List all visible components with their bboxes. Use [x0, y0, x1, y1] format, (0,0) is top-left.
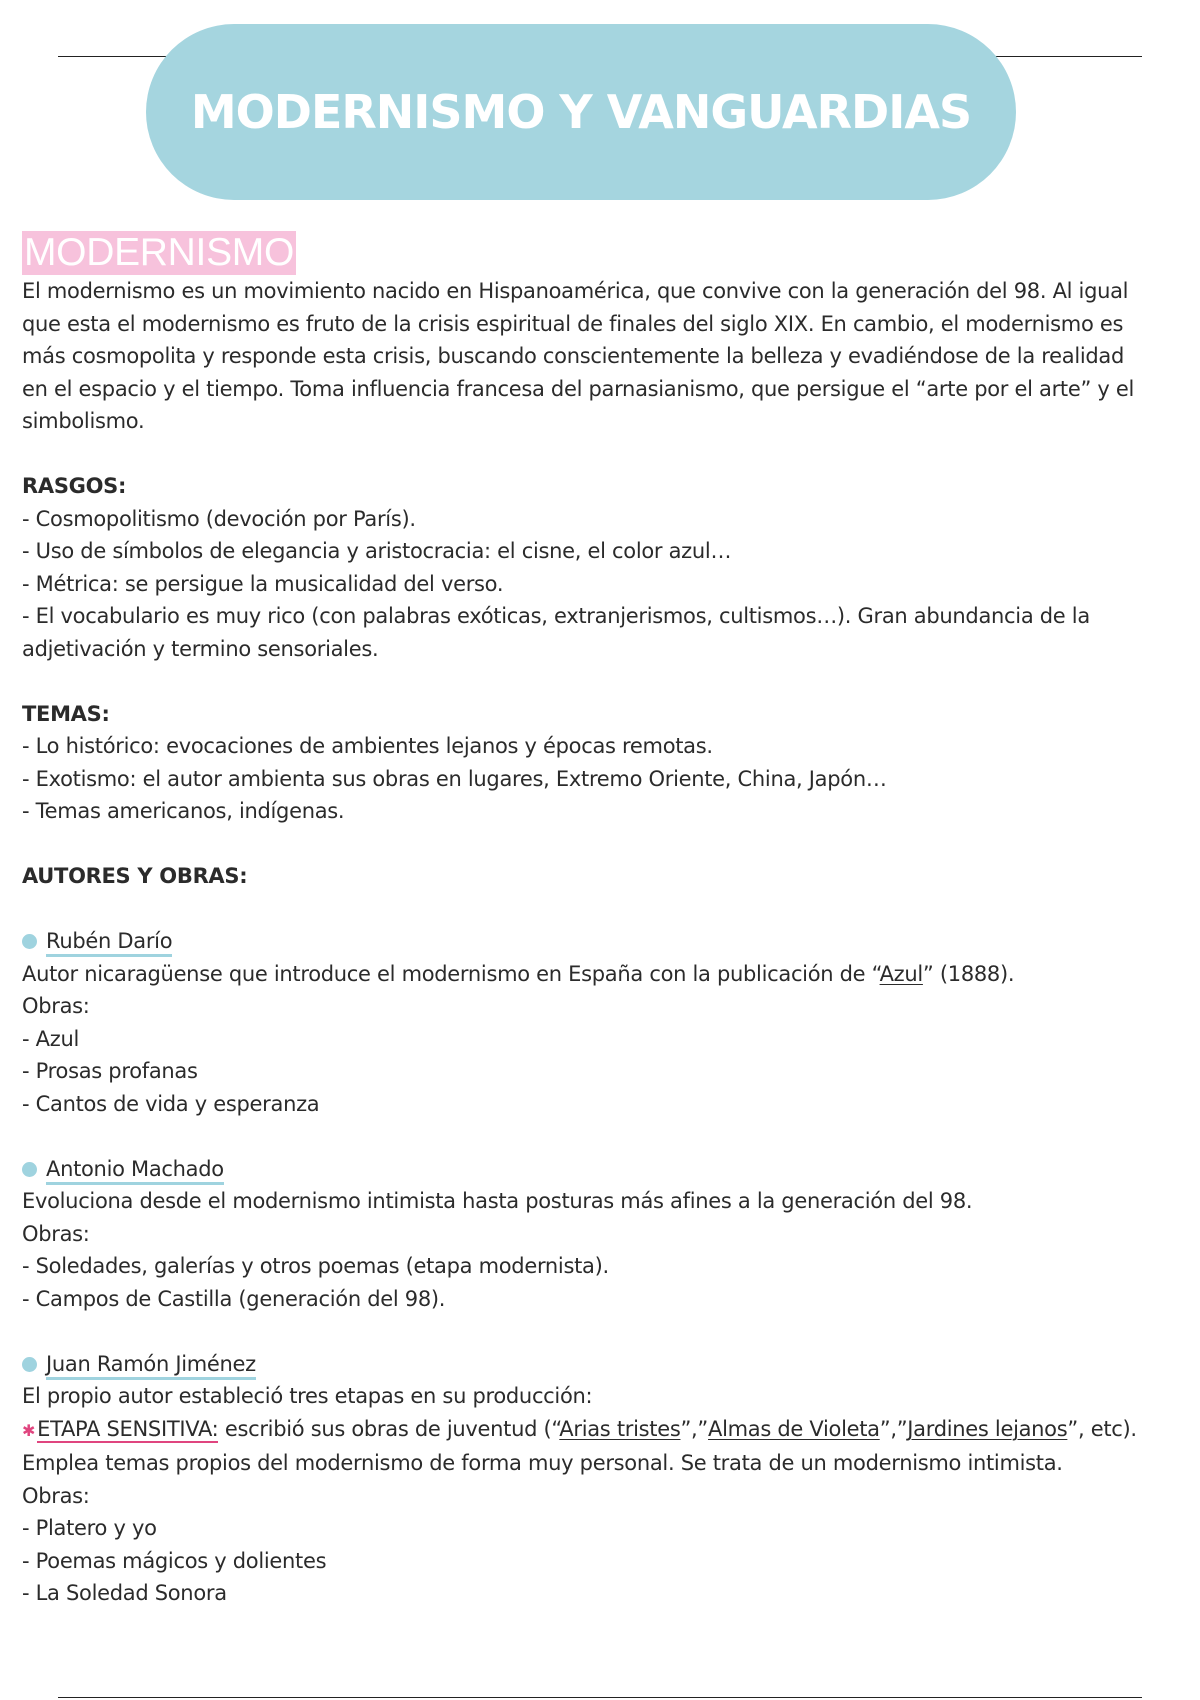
etapa-label: ETAPA SENSITIVA:: [37, 1416, 219, 1441]
author-machado: [22, 1153, 1142, 1186]
work-item: - Campos de Castilla (generación del 98).: [22, 1286, 446, 1311]
work-title: Jardines lejanos: [907, 1416, 1068, 1441]
page-title: MODERNISMO Y VANGUARDIAS: [190, 85, 972, 139]
author-description: Autor nicaragüense que introduce el modernismo en España con la publicación de “Azul” (1888).: [22, 961, 1015, 986]
temas-heading: TEMAS:: [22, 701, 110, 726]
work-title: Azul: [879, 961, 923, 986]
work-item: - Platero y yo: [22, 1516, 157, 1540]
author-name: Juan Ramón Jiménez: [46, 1352, 256, 1380]
work-item: - La Soledad Sonora: [22, 1581, 227, 1605]
obras-label: Obras:: [22, 1221, 90, 1246]
author-name: Antonio Machado: [46, 1157, 224, 1185]
work-item: - Cantos de vida y esperanza: [22, 1091, 320, 1116]
autores-heading: AUTORES Y OBRAS:: [22, 864, 248, 888]
work-item: - Soledades, galerías y otros poemas (etapa modernista).: [22, 1254, 609, 1278]
temas-item: - Exotismo: el autor ambienta sus obras en lugares, Extremo Oriente, China, Japón…: [22, 766, 887, 791]
work-title: Almas de Violeta: [708, 1416, 880, 1441]
rasgos-item: - El vocabulario es muy rico (con palabras exóticas, extranjerismos, cultismos…). Gran abundancia de la adjetivación y termino sensoriales.: [22, 604, 1090, 661]
bullet-dot-icon: [22, 1357, 37, 1372]
bullet-dot-icon: [22, 934, 37, 949]
bottom-rule: [58, 1697, 1142, 1698]
obras-label: Obras:: [22, 994, 90, 1018]
rasgos-item: - Cosmopolitismo (devoción por París).: [22, 506, 416, 531]
rasgos-item: - Uso de símbolos de elegancia y aristocracia: el cisne, el color azul…: [22, 539, 732, 563]
author-description: Evoluciona desde el modernismo intimista hasta posturas más afines a la generación del 98.: [22, 1189, 973, 1213]
section-title: MODERNISMO: [24, 231, 295, 274]
obras-label: Obras:: [22, 1483, 90, 1508]
temas-item: - Temas americanos, indígenas.: [22, 799, 345, 823]
author-jimenez: [22, 1348, 1142, 1381]
author-dario: [22, 925, 1142, 958]
work-title: Arias tristes: [559, 1416, 681, 1441]
work-item: - Azul: [22, 1026, 79, 1051]
author-name: Rubén Darío: [46, 929, 172, 957]
temas-item: - Lo histórico: evocaciones de ambientes lejanos y épocas remotas.: [22, 734, 713, 758]
title-banner: [146, 24, 1016, 200]
asterisk-icon: ✱: [22, 1420, 36, 1440]
etapa-sensitiva: ✱ETAPA SENSITIVA: escribió sus obras de juventud (“Arias tristes”,”Almas de Violeta”,”Jardines lejanos”, etc). Emplea temas propios del modernismo de forma muy personal. Se trata de un modernismo intimista.: [22, 1416, 1137, 1475]
document-body: [22, 231, 1142, 1610]
rasgos-heading: RASGOS:: [22, 474, 127, 498]
work-item: - Poemas mágicos y dolientes: [22, 1548, 327, 1573]
author-description: El propio autor estableció tres etapas en su producción:: [22, 1384, 593, 1408]
rasgos-item: - Métrica: se persigue la musicalidad del verso.: [22, 571, 504, 596]
bullet-dot-icon: [22, 1162, 37, 1177]
intro-paragraph: El modernismo es un movimiento nacido en Hispanoamérica, que convive con la generación del 98. Al igual que esta el modernismo es fruto de la crisis espiritual de finales del siglo XIX. En cambio, el modernismo es más cosmopolita y responde esta crisis, buscando conscientemente la belleza y evadiéndose de la realidad en el espacio y el tiempo. Toma influencia francesa del parnasianismo, que persigue el “arte por el arte” y el simbolismo.: [22, 279, 1135, 433]
work-item: - Prosas profanas: [22, 1059, 198, 1083]
